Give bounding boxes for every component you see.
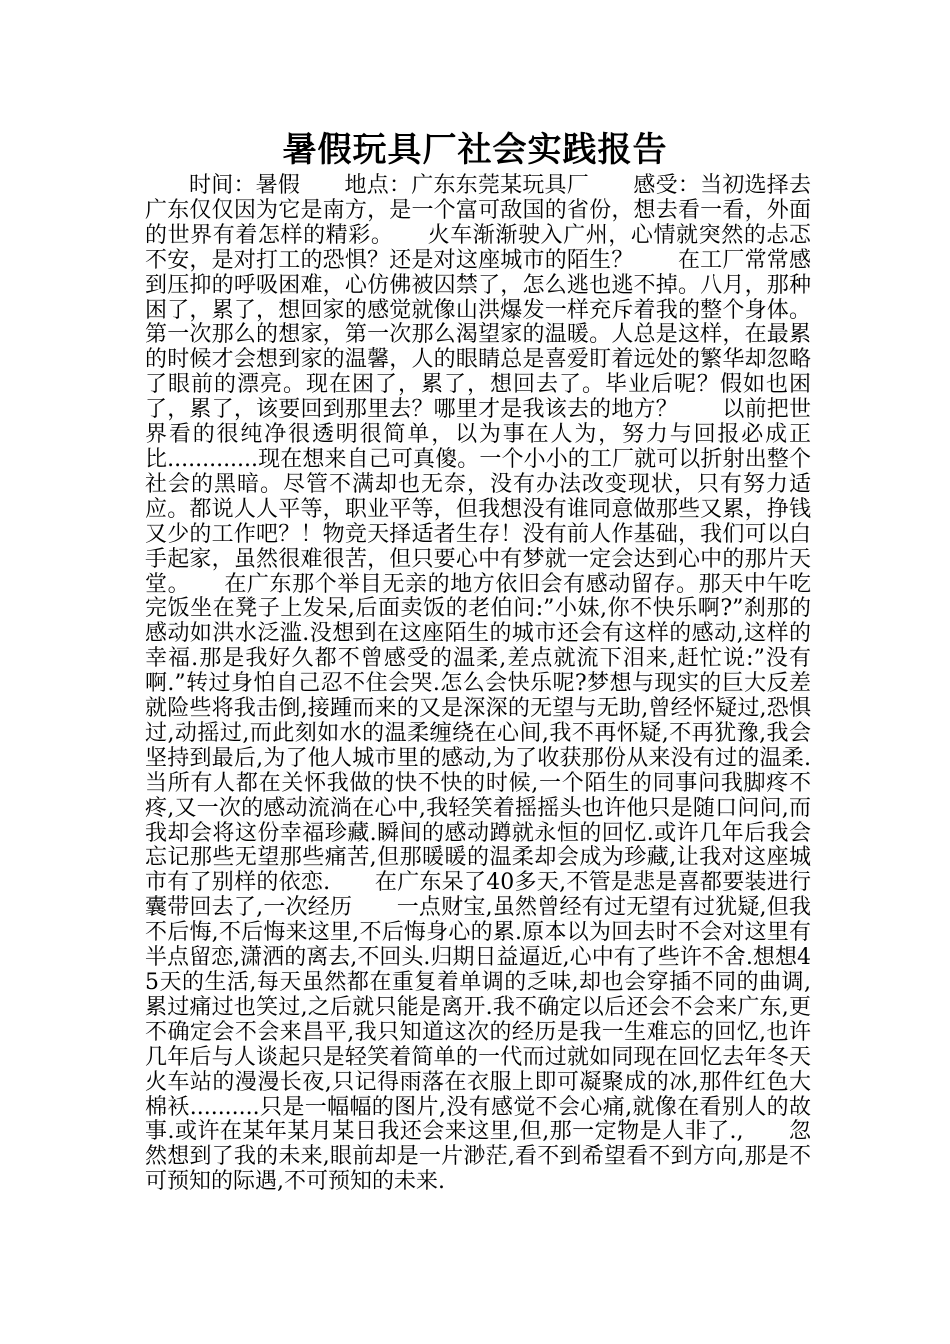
document-title: 暑假玩具厂社会实践报告	[282, 130, 668, 170]
document-body: 时间：暑假 地点：广东东莞某玩具厂 感受：当初选择去广东仅仅因为它是南方，是一个富可敌国的省份，想去看一看，外面的世界有着怎样的精彩。 火车渐渐驶入广州，心情就突然的忐忑不安，是对打工的恐惧？还是对这座城市的陌生？ 在工厂常常感到压抑的呼吸困难，心仿佛被囚禁了，怎么逃也逃不掉。八月，那种困了，累了，想回家的感觉就像山洪爆发一样充斥着我的整个身体。第一次那么的想家，第一次那么渴望家的温暖。人总是这样，在最累的时候才会想到家的温馨，人的眼睛总是喜爱盯着远处的繁华却忽略了眼前的漂亮。现在困了，累了，想回去了。毕业后呢？假如也困了，累了，该要回到那里去？哪里才是我该去的地方？ 以前把世界看的很纯净很透明很简单，以为事在人为，努力与回报必成正比.............现在想来自己可真傻。一个小小的工厂就可以折射出整个社会的黑暗。尽管不满却也无奈，没有办法改变现状，只有努力适应。都说人人平等，职业平等，但我想没有谁同意做那些又累，挣钱又少的工作吧？！物竞天择适者生存！没有前人作基础，我们可以白手起家，虽然很难很苦，但只要心中有梦就一定会达到心中的那片天堂。 在广东那个举目无亲的地方依旧会有感动留存。那天中午吃完饭坐在凳子上发呆,后面卖饭的老伯问:”小妹,你不快乐啊?”刹那的感动如洪水泛滥.没想到在这座陌生的城市还会有这样的感动,这样的幸福.那是我好久都不曾感受的温柔,差点就流下泪来,赶忙说:”没有啊.”转过身怕自己忍不住会哭.怎么会快乐呢?梦想与现实的巨大反差就险些将我击倒,接踵而来的又是深深的无望与无助,曾经怀疑过,恐惧过,动摇过,而此刻如水的温柔缠绕在心间,我不再怀疑,不再犹豫,我会坚持到最后,为了他人城市里的感动,为了收获那份从来没有过的温柔.当所有人都在关怀我做的快不快的时候,一个陌生的同事问我脚疼不疼,又一次的感动流淌在心中,我轻笑着摇摇头也许他只是随口问问,而我却会将这份幸福珍藏.瞬间的感动蹲就永恒的回忆.或许几年后我会忘记那些无望那些痛苦,但那暖暖的温柔却会成为珍藏,让我对这座城市有了别样的依恋. 在广东呆了40多天,不管是悲是喜都要装进行囊带回去了,一次经历 一点财宝,虽然曾经有过无望有过犹疑,但我不后悔,不后悔来这里,不后悔身心的累.原本以为回去时不会对这里有半点留恋,潇洒的离去,不回头.归期日益逼近,心中有了些许不舍.想想45天的生活,每天虽然都在重复着单调的乏味,却也会穿插不同的曲调,累过痛过也笑过,之后就只能是离开.我不确定以后还会不会来广东,更不确定会不会来昌平,我只知道这次的经历是我一生难忘的回忆,也许几年后与人谈起只是轻笑着简单的一代而过就如同现在回忆去年冬天火车站的漫漫长夜,只记得雨落在衣服上即可凝聚成的冰,那件红色大棉袄..........只是一幅幅的图片,没有感觉不会心痛,就像在看别人的故事.或许在某年某月某日我还会来这里,但,那一定物是人非了., 忽然想到了我的未来,眼前却是一片渺茫,看不到希望看不到方向,那是不可预知的际遇,不可预知的未来.	[145, 173, 811, 1195]
